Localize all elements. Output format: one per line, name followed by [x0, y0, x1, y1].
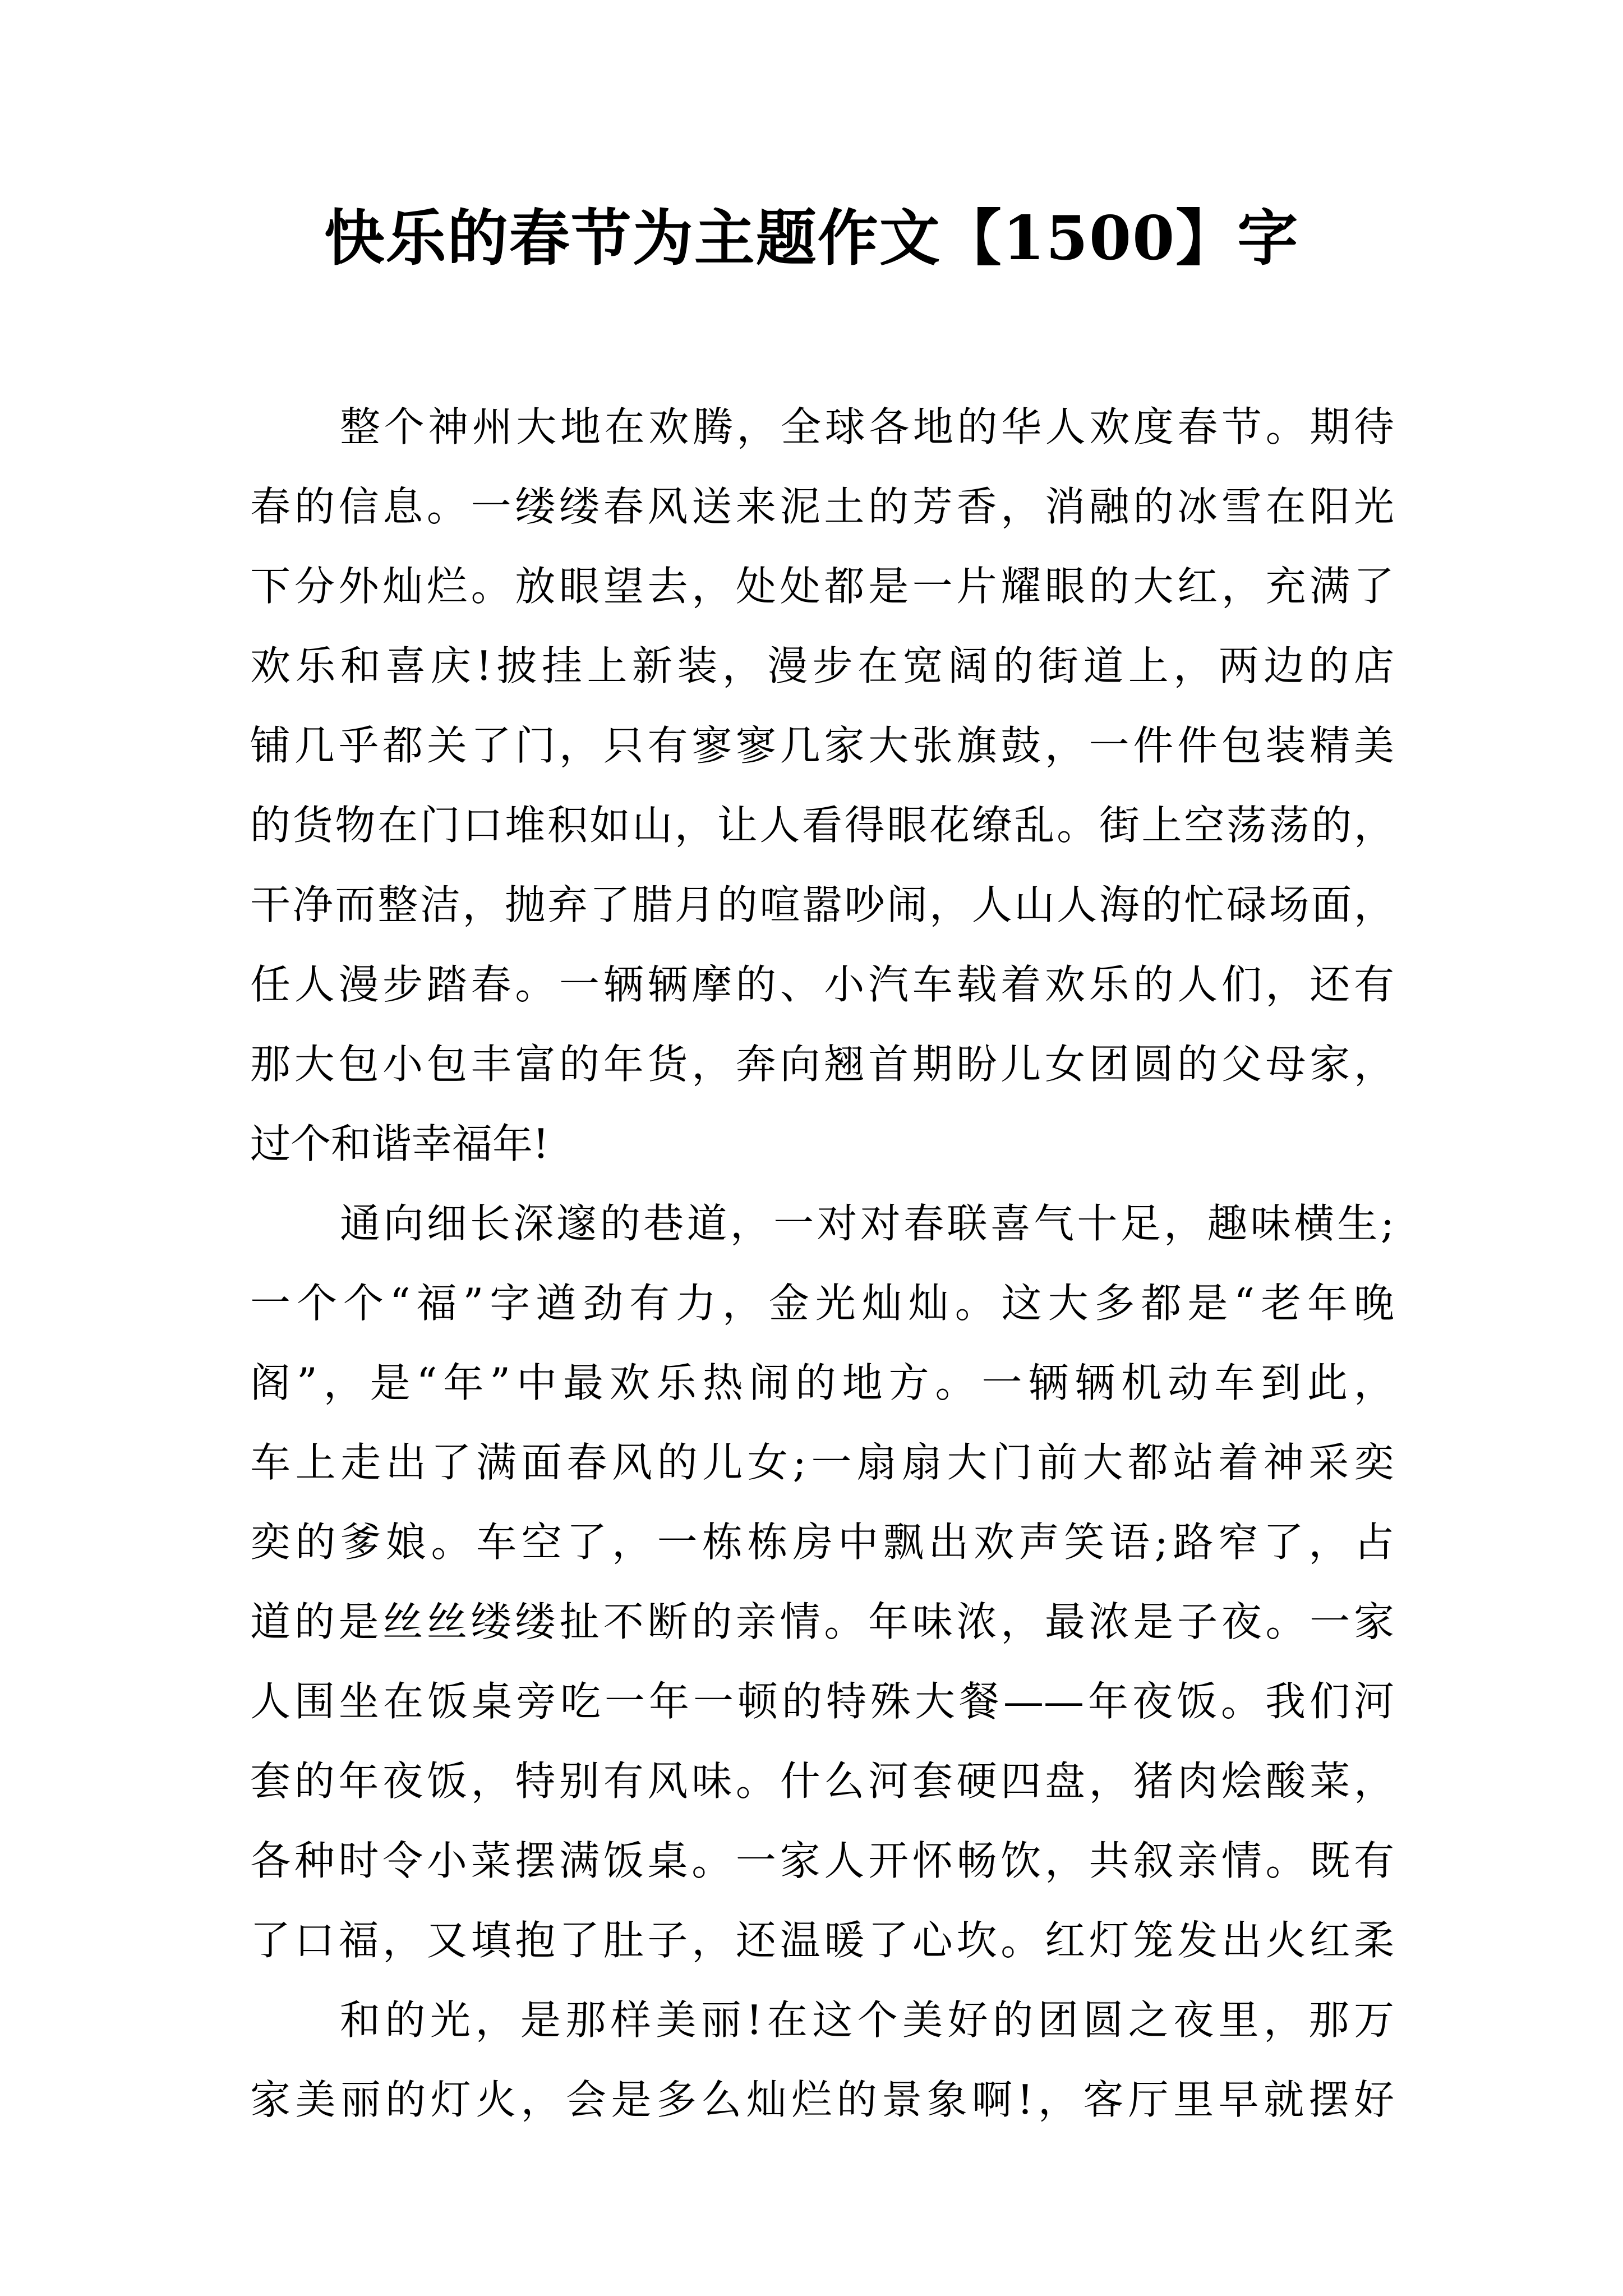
text-line: 奕的爹娘。车空了，一栋栋房中飘出欢声笑语;路窄了，占	[250, 1519, 1394, 1566]
text-line: 欢乐和喜庆!披挂上新装，漫步在宽阔的街道上，两边的店	[250, 642, 1394, 689]
text-line: 各种时令小菜摆满饭桌。一家人开怀畅饮，共叙亲情。既有	[250, 1837, 1394, 1884]
text-line: 道的是丝丝缕缕扯不断的亲情。年味浓，最浓是子夜。一家	[250, 1598, 1394, 1645]
text-line: 的货物在门口堆积如山，让人看得眼花缭乱。街上空荡荡的，	[250, 802, 1394, 849]
document-title: 快乐的春节为主题作文【1500】字	[324, 203, 1299, 274]
text-line: 下分外灿烂。放眼望去，处处都是一片耀眼的大红，充满了	[250, 563, 1394, 610]
text-line: 车上走出了满面春风的儿女;一扇扇大门前大都站着神采奕	[250, 1439, 1394, 1486]
text-line: 一个个“福”字遒劲有力，金光灿灿。这大多都是“老年晚	[250, 1280, 1394, 1327]
text-line: 了口福，又填抱了肚子，还温暖了心坎。红灯笼发出火红柔	[250, 1917, 1394, 1964]
text-line: 过个和谐幸福年!	[250, 1120, 549, 1167]
text-line: 那大包小包丰富的年货，奔向翘首期盼儿女团圆的父母家，	[250, 1041, 1394, 1088]
text-line: 人围坐在饭桌旁吃一年一顿的特殊大餐——年夜饭。我们河	[250, 1678, 1394, 1725]
text-line: 整个神州大地在欢腾，全球各地的华人欢度春节。期待	[340, 403, 1394, 450]
text-line: 家美丽的灯火，会是多么灿烂的景象啊!，客厅里早就摆好	[250, 2076, 1394, 2123]
text-line: 和的光，是那样美丽!在这个美好的团圆之夜里，那万	[340, 1996, 1394, 2044]
text-line: 干净而整洁，抛弃了腊月的喧嚣吵闹，人山人海的忙碌场面，	[250, 881, 1394, 928]
text-line: 春的信息。一缕缕春风送来泥土的芳香，消融的冰雪在阳光	[250, 483, 1394, 530]
text-line: 套的年夜饭，特别有风味。什么河套硬四盘，猪肉烩酸菜，	[250, 1757, 1394, 1805]
text-line: 通向细长深邃的巷道，一对对春联喜气十足，趣味横生;	[340, 1200, 1394, 1247]
text-line: 铺几乎都关了门，只有寥寥几家大张旗鼓，一件件包装精美	[250, 722, 1394, 769]
text-line: 阁”，是“年”中最欢乐热闹的地方。一辆辆机动车到此，	[250, 1359, 1394, 1406]
document-body	[250, 387, 1394, 2139]
text-line: 任人漫步踏春。一辆辆摩的、小汽车载着欢乐的人们，还有	[250, 961, 1394, 1008]
